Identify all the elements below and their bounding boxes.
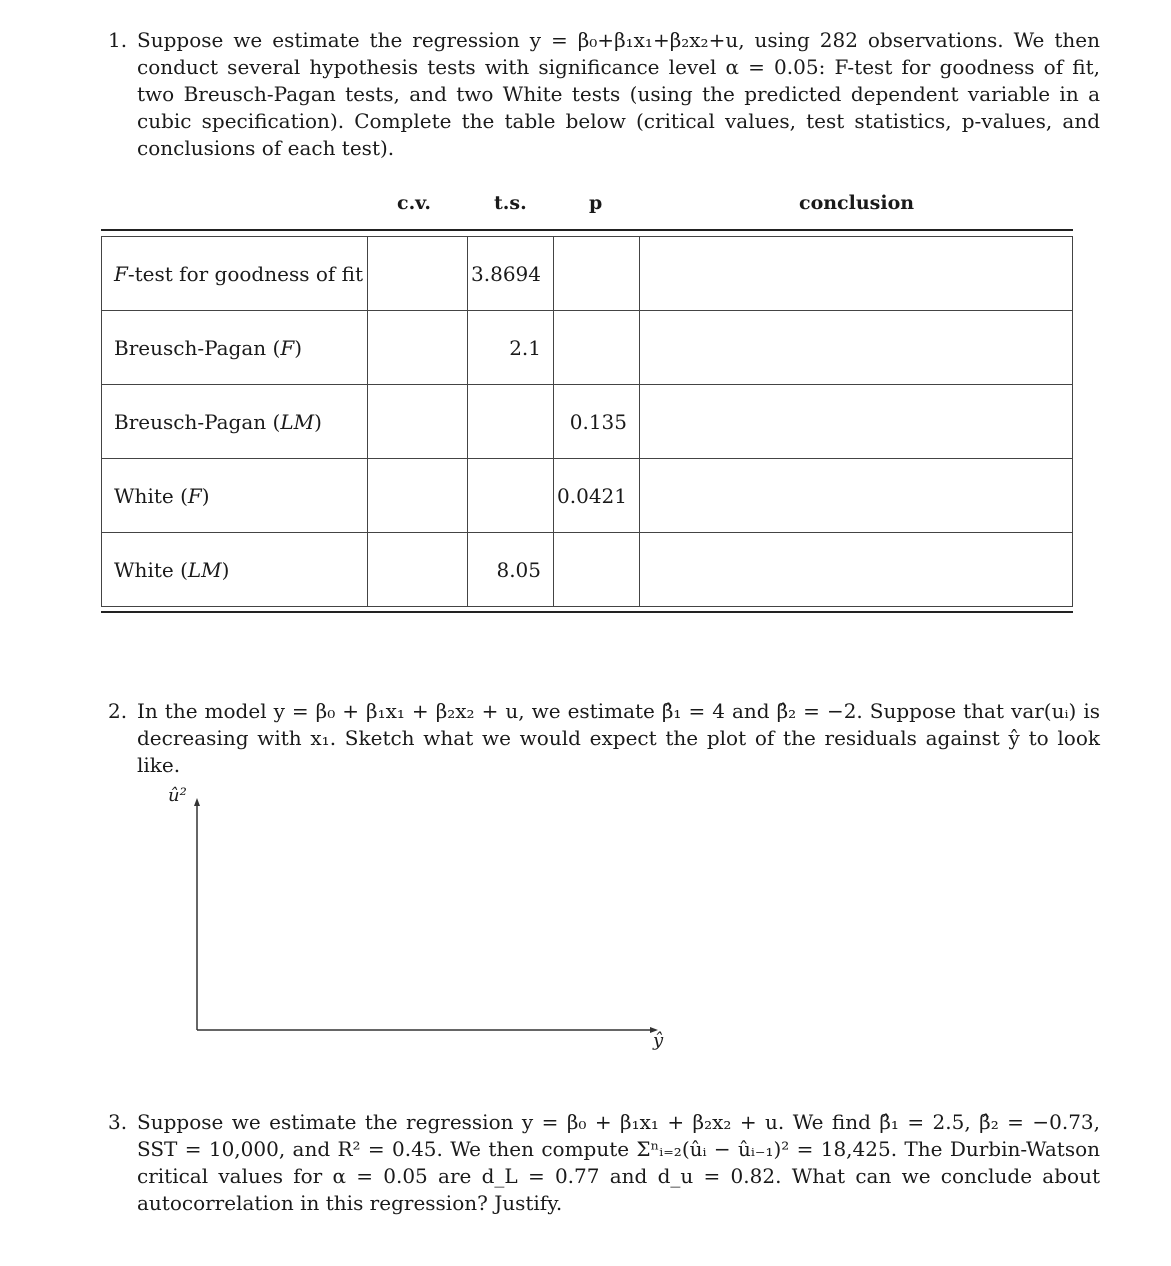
question-3-number: 3.: [108, 1110, 128, 1134]
cell-cv[interactable]: [368, 385, 468, 459]
cell-cv[interactable]: [368, 311, 468, 385]
cell-ts: 2.1: [468, 311, 554, 385]
table-row: [102, 385, 1073, 459]
row-label-bp-lm: Breusch-Pagan (LM): [102, 385, 368, 459]
header-critical-value: c.v.: [397, 192, 431, 214]
table-bottom-rule: [101, 611, 1073, 613]
row-label-bp-f: Breusch-Pagan (F): [102, 311, 368, 385]
cell-ts: 8.05: [468, 533, 554, 607]
cell-p[interactable]: [554, 311, 640, 385]
y-axis-label: û²: [168, 785, 187, 806]
cell-cv[interactable]: [368, 237, 468, 311]
row-label-white-lm: White (LM): [102, 533, 368, 607]
cell-conclusion[interactable]: [640, 311, 1073, 385]
cell-conclusion[interactable]: [640, 237, 1073, 311]
residual-plot-axes[interactable]: [160, 780, 680, 1040]
cell-cv[interactable]: [368, 459, 468, 533]
row-label-white-f: White (F): [102, 459, 368, 533]
table-row: [102, 311, 1073, 385]
question-3: [108, 1109, 1100, 1217]
header-conclusion: conclusion: [799, 192, 915, 214]
question-2: [108, 698, 1100, 779]
row-label-f-test: F-test for goodness of fit: [102, 237, 368, 311]
cell-ts[interactable]: [468, 459, 554, 533]
cell-conclusion[interactable]: [640, 385, 1073, 459]
cell-p: 0.0421: [554, 459, 640, 533]
question-3-text: Suppose we estimate the regression y = β₀ + β₁x₁ + β₂x₂ + u. We find β̂₁ = 2.5, β̂₂ = −0.73, SST = 10,000, and R² = 0.45. We then compute Σⁿᵢ₌₂(ûᵢ − ûᵢ₋₁)² = 18,425. The Durbin-Watson critical values for α = 0.05 are d_L = 0.77 and d_u = 0.82. What can we conclude about autocorrelation in this regression? Justify.: [137, 1110, 1100, 1215]
cell-ts[interactable]: [468, 385, 554, 459]
cell-p[interactable]: [554, 533, 640, 607]
hypothesis-test-table: [101, 236, 1073, 607]
x-axis-label: ŷ: [653, 1030, 664, 1051]
question-2-number: 2.: [108, 699, 128, 723]
header-test-statistic: t.s.: [494, 192, 527, 214]
header-p-value: p: [589, 192, 603, 214]
cell-p[interactable]: [554, 237, 640, 311]
table-row: [102, 533, 1073, 607]
question-1-number: 1.: [108, 28, 128, 52]
table-row: [102, 237, 1073, 311]
cell-conclusion[interactable]: [640, 459, 1073, 533]
cell-conclusion[interactable]: [640, 533, 1073, 607]
cell-ts: 3.8694: [468, 237, 554, 311]
y-axis-arrowhead: [194, 798, 200, 806]
question-1: [108, 27, 1100, 162]
table-row: [102, 459, 1073, 533]
table-top-rule: [101, 229, 1073, 231]
question-1-text: Suppose we estimate the regression y = β₀+β₁x₁+β₂x₂+u, using 282 observations. We then conduct several hypothesis tests with significance level α = 0.05: F-test for goodness of fit, two Breusch-Pagan tests, and two White tests (using the predicted dependent variable in a cubic specification). Complete the table below (critical values, test statistics, p-values, and conclusions of each test).: [137, 28, 1100, 160]
cell-p: 0.135: [554, 385, 640, 459]
question-2-text: In the model y = β₀ + β₁x₁ + β₂x₂ + u, we estimate β̂₁ = 4 and β̂₂ = −2. Suppose that var(uᵢ) is decreasing with x₁. Sketch what we would expect the plot of the residuals against ŷ to look like.: [137, 699, 1100, 777]
cell-cv[interactable]: [368, 533, 468, 607]
